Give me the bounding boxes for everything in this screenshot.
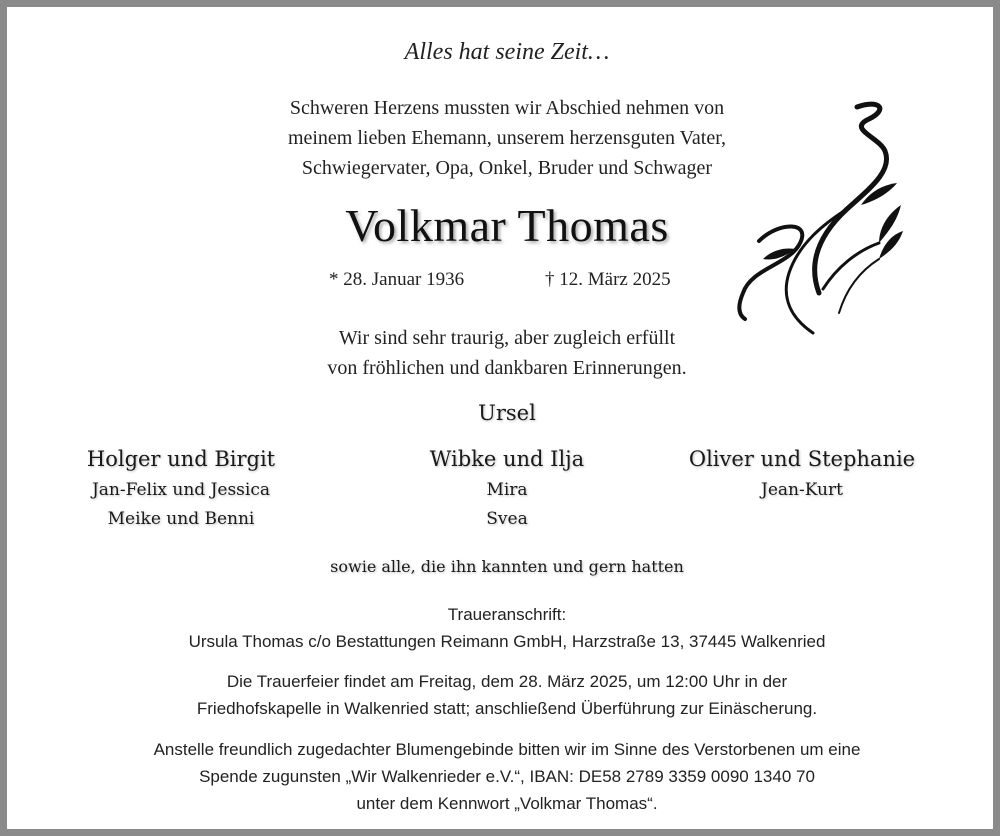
address-label: Traueranschrift: <box>447 605 567 624</box>
child-names: Meike und Benni <box>107 509 255 529</box>
child-names: Jean-Kurt <box>761 480 843 500</box>
other-mourners: sowie alle, die ihn kannten und gern hatten <box>330 557 684 576</box>
deceased-name: Volkmar Thomas <box>345 200 669 251</box>
donation-info <box>7 736 1000 817</box>
intro-line: meinem lieben Ehemann, unserem herzensguten Vater, <box>287 127 727 149</box>
death-date: † 12. März 2025 <box>545 269 671 290</box>
quote-line: Wir sind sehr traurig, aber zugleich erfüllt <box>338 327 676 349</box>
child-names: Jan-Felix und Jessica <box>91 480 271 500</box>
donation-line: unter dem Kennwort „Volkmar Thomas“. <box>356 794 658 813</box>
birth-date: * 28. Januar 1936 <box>329 269 465 290</box>
family-group <box>357 445 657 534</box>
memorial-quote <box>7 323 1000 383</box>
motto: Alles hat seine Zeit… <box>404 39 610 65</box>
address-line: Ursula Thomas c/o Bestattungen Reimann GmbH, Harzstraße 13, 37445 Walkenried <box>188 632 826 651</box>
intro-line: Schweren Herzens mussten wir Abschied nehmen von <box>289 97 725 119</box>
ceremony-info <box>7 668 1000 722</box>
ceremony-line: Die Trauerfeier findet am Freitag, dem 28. März 2025, um 12:00 Uhr in der <box>226 672 788 691</box>
mourning-address <box>7 601 1000 655</box>
ceremony-line: Friedhofskapelle in Walkenried statt; anschließend Überführung zur Einäscherung. <box>196 699 818 718</box>
quote-line: von fröhlichen und dankbaren Erinnerungen. <box>327 357 687 379</box>
donation-line: Anstelle freundlich zugedachter Blumengebinde bitten wir im Sinne des Verstorbenen um eine <box>153 740 861 759</box>
couple-name: Oliver und Stephanie <box>688 447 916 471</box>
couple-name: Holger und Birgit <box>86 447 276 471</box>
child-names: Svea <box>486 509 528 529</box>
couple-name: Wibke und Ilja <box>429 447 585 471</box>
widow-name: Ursel <box>478 401 536 425</box>
donation-line: Spende zugunsten „Wir Walkenrieder e.V.“, IBAN: DE58 2789 3359 0090 1340 70 <box>199 767 815 786</box>
family-group <box>652 445 952 505</box>
child-names: Mira <box>486 480 528 500</box>
intro-line: Schwiegervater, Opa, Onkel, Bruder und Schwager <box>301 157 713 179</box>
family-group <box>31 445 331 534</box>
